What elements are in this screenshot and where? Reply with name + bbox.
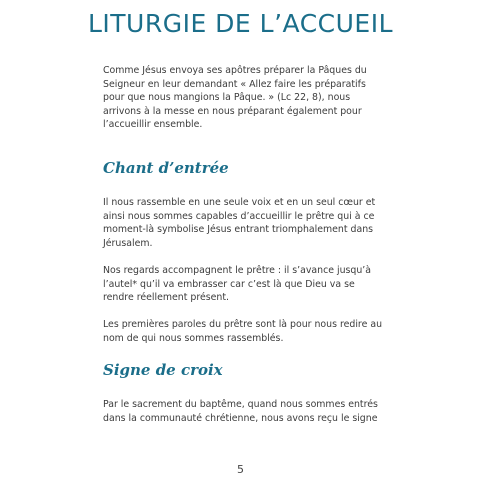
page-number: 5: [237, 463, 244, 476]
chant-paragraph-3: Les premières paroles du prêtre sont là pour nous redire au nom de qui nous sommes rassemblés.: [103, 319, 383, 344]
chant-paragraph-2: Nos regards accompagnent le prêtre : il s’avance jusqu’à l’autel* qu’il va embrasser car c’est là que Dieu va se rendre réellement présent.: [103, 265, 372, 303]
signe-paragraph-1: Par le sacrement du baptême, quand nous sommes entrés dans la communauté chrétienne, nous avons reçu le signe: [103, 399, 378, 424]
intro-paragraph: Comme Jésus envoya ses apôtres préparer la Pâques du Seigneur en leur demandant « Allez faire les préparatifs pour que nous mangions la Pâque. » (Lc 22, 8), nous arrivons à la messe en nous préparant également pour l’accueillir ensemble.: [103, 65, 367, 130]
chant-paragraph-1: Il nous rassemble en une seule voix et en un seul cœur et ainsi nous sommes capables d’accueillir le prêtre qui à ce moment-là symbolise Jésus entrant triomphalement dans Jérusalem.: [103, 197, 376, 249]
section-heading-signe: Signe de croix: [103, 361, 223, 379]
section-heading-chant: Chant d’entrée: [103, 159, 229, 177]
page-title: LITURGIE DE L’ACCUEIL: [87, 9, 394, 38]
